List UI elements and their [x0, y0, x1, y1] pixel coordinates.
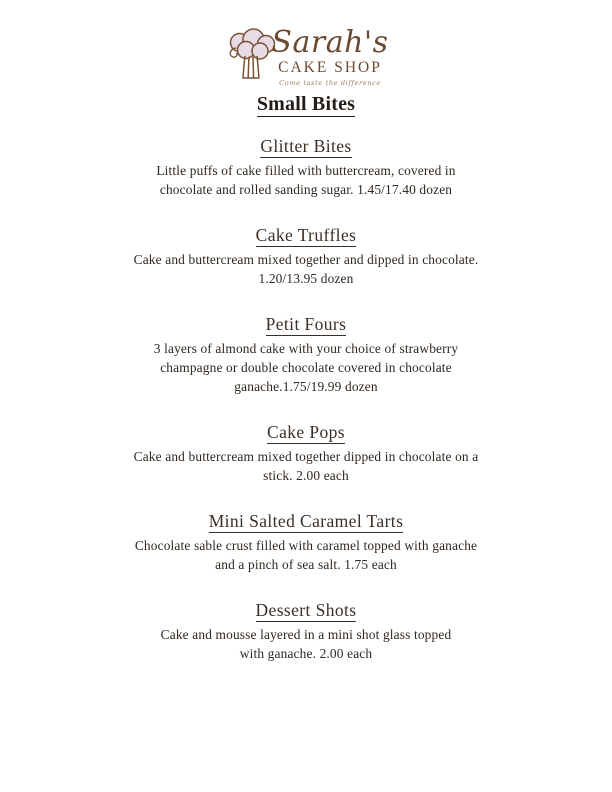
logo-wordmark	[271, 26, 388, 87]
menu-item-name-text: Cake Pops	[267, 422, 345, 443]
page-title	[0, 93, 612, 116]
menu-item-name-text: Dessert Shots	[255, 600, 357, 621]
menu-item-name	[0, 314, 612, 335]
menu-item-name	[0, 225, 612, 246]
menu-item-name	[0, 600, 612, 621]
menu-item-description-line: champagne or double chocolate covered in chocolate	[160, 360, 452, 376]
menu-item-name	[0, 422, 612, 443]
logo-lockup	[223, 26, 388, 87]
menu-item-description	[0, 250, 612, 288]
menu-item-description-line: 1.20/13.95 dozen	[258, 271, 354, 287]
menu-item-description-line: 3 layers of almond cake with your choice of strawberry	[153, 341, 459, 357]
menu-item	[0, 422, 612, 485]
menu-item-description-line: Cake and buttercream mixed together dipped in chocolate on a	[133, 449, 479, 465]
cake-tree-logo-mark-icon	[223, 28, 277, 80]
menu-item-name-text: Cake Truffles	[255, 225, 357, 246]
menu-item-description-line: Little puffs of cake filled with buttercream, covered in	[156, 163, 456, 178]
menu-item	[0, 511, 612, 574]
menu-item-description	[0, 625, 612, 663]
menu-item-name-text: Glitter Bites	[260, 136, 352, 156]
menu-item-description-line: Chocolate sable crust filled with caramel topped with ganache	[134, 538, 478, 554]
brand-logo	[0, 0, 612, 87]
menu-item-description	[0, 536, 612, 574]
menu-item	[0, 136, 612, 199]
menu-item	[0, 314, 612, 396]
logo-script-text: Sarah's	[271, 25, 389, 60]
menu-item	[0, 600, 612, 663]
menu-item-description-line: and a pinch of sea salt. 1.75 each	[215, 557, 397, 573]
menu-item-description-line: with ganache. 2.00 each	[239, 646, 373, 662]
logo-tagline: Come taste the difference	[279, 79, 381, 87]
menu-item-name	[0, 136, 612, 157]
menu-item-description-line: stick. 2.00 each	[263, 468, 349, 484]
menu-item-name-text: Mini Salted Caramel Tarts	[208, 511, 404, 532]
menu-item-description-line: chocolate and rolled sanding sugar. 1.45/17.40 dozen	[159, 182, 453, 198]
menu-item-description	[0, 447, 612, 485]
menu-list	[0, 136, 612, 663]
menu-item	[0, 225, 612, 288]
menu-item-description-line: Cake and buttercream mixed together and dipped in chocolate.	[133, 252, 479, 268]
logo-subtitle: CAKE SHOP	[278, 59, 382, 76]
menu-item-description	[0, 161, 612, 199]
menu-item-description-line: ganache.1.75/19.99 dozen	[234, 379, 378, 395]
menu-item-description-line: Cake and mousse layered in a mini shot glass topped	[160, 627, 452, 643]
menu-item-name-text: Petit Fours	[265, 314, 347, 335]
menu-item-name	[0, 511, 612, 532]
menu-item-description	[0, 339, 612, 396]
page-title-text: Small Bites	[256, 93, 356, 115]
